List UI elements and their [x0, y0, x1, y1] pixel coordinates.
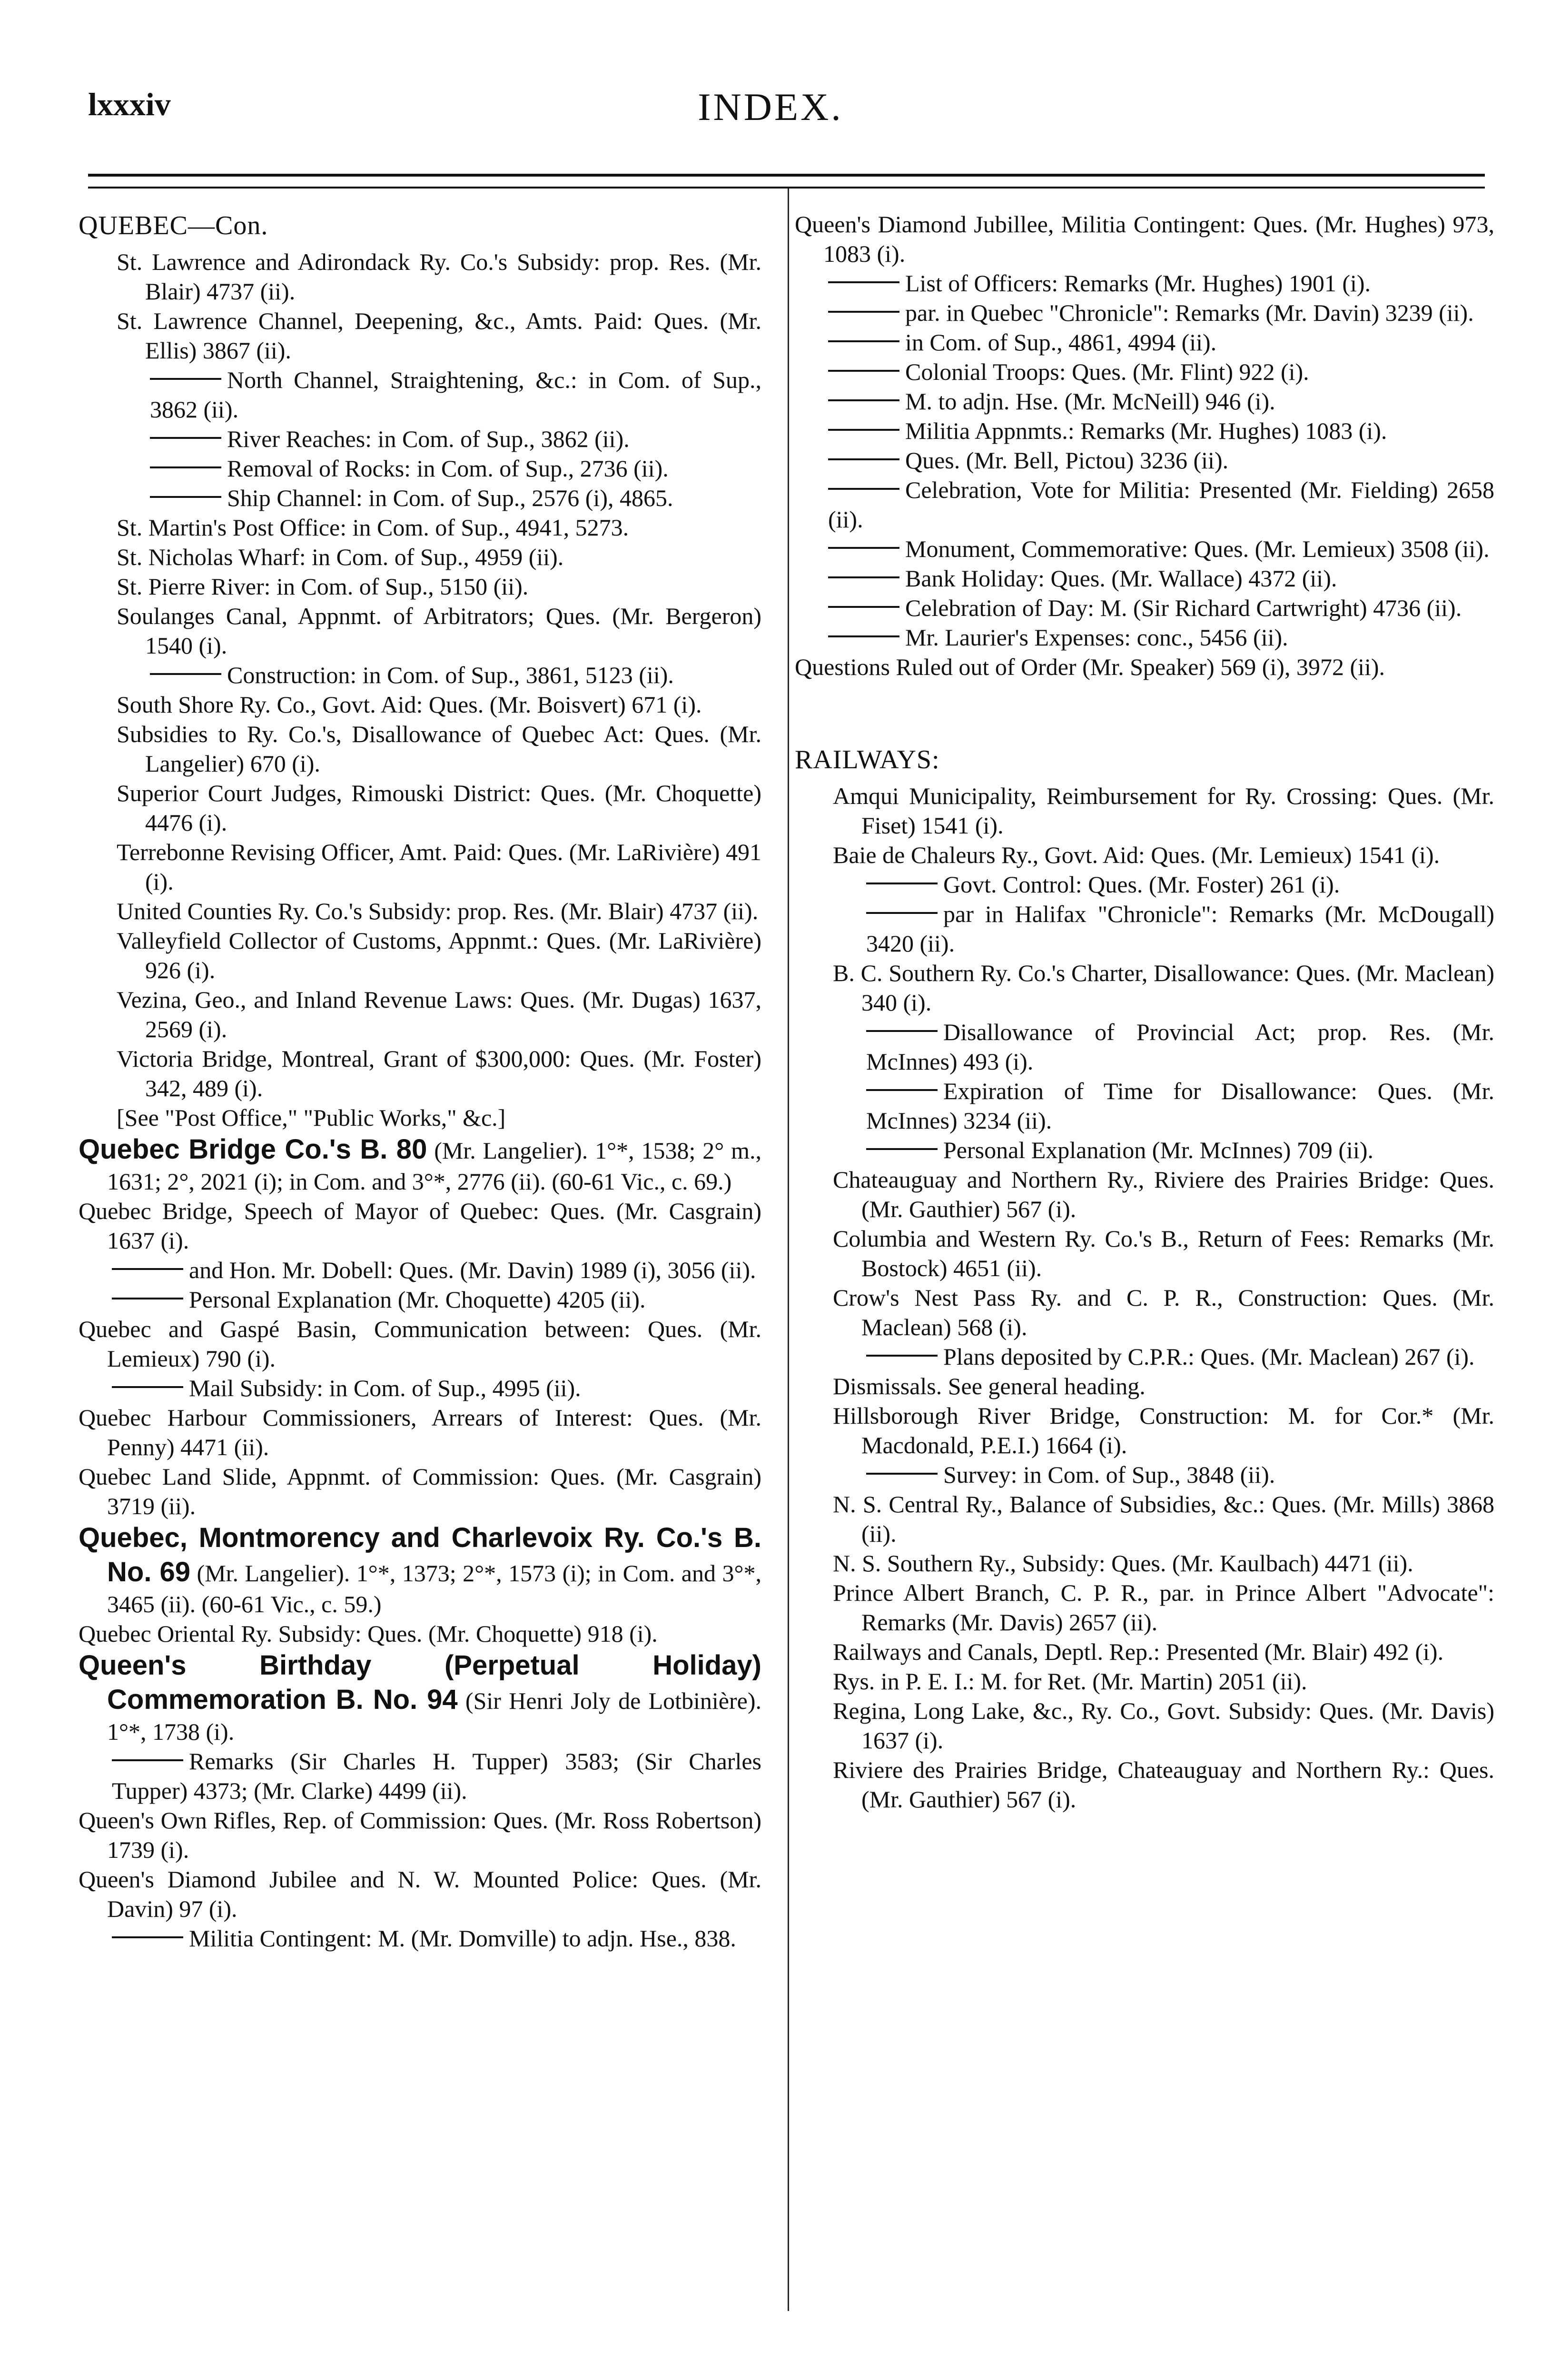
entry-text: in Com. of Sup., 4861, 4994 (ii). — [905, 329, 1217, 356]
continuation-dash — [150, 673, 221, 675]
index-entry — [795, 870, 1494, 899]
entry-text: Terrebonne Revising Officer, Amt. Paid: Ques. (Mr. LaRivière) 491 (i). — [117, 839, 761, 895]
entry-text: Crow's Nest Pass Ry. and C. P. R., Construction: Ques. (Mr. Maclean) 568 (i). — [833, 1284, 1494, 1341]
index-entry — [795, 593, 1494, 623]
section-heading-quebec: QUEBEC—Con. — [79, 211, 268, 240]
entry-text: M. to adjn. Hse. (Mr. McNeill) 946 (i). — [905, 388, 1275, 415]
index-entry — [79, 1132, 761, 1196]
right-entry-list — [795, 209, 1494, 682]
continuation-dash — [150, 496, 221, 498]
index-entry — [79, 601, 761, 660]
entry-text: Questions Ruled out of Order (Mr. Speaker) 569 (i), 3972 (ii). — [795, 654, 1385, 680]
index-entry — [795, 534, 1494, 564]
index-entry — [795, 1755, 1494, 1814]
left-entry-list — [79, 247, 761, 1953]
entry-text: Baie de Chaleurs Ry., Govt. Aid: Ques. (Mr. Lemieux) 1541 (i). — [833, 842, 1440, 869]
bill-title: Quebec Bridge Co.'s B. 80 — [79, 1134, 427, 1165]
section-heading-railways: RAILWAYS: — [795, 745, 940, 774]
index-entry — [795, 327, 1494, 357]
entry-text: Queen's Diamond Jubillee, Militia Contingent: Ques. (Mr. Hughes) 973, 1083 (i). — [795, 211, 1494, 267]
index-entry — [79, 1255, 761, 1285]
index-entry — [795, 387, 1494, 416]
continuation-dash — [112, 1268, 183, 1270]
entry-text: Subsidies to Ry. Co.'s, Disallowance of Quebec Act: Ques. (Mr. Langelier) 670 (i). — [117, 721, 761, 777]
entry-text: Valleyfield Collector of Customs, Appnmt.: Ques. (Mr. LaRivière) 926 (i). — [117, 927, 761, 984]
entry-text: and Hon. Mr. Dobell: Ques. (Mr. Davin) 1989 (i), 3056 (ii). — [189, 1257, 756, 1284]
continuation-dash — [828, 606, 899, 608]
continuation-dash — [150, 437, 221, 439]
index-entry — [79, 690, 761, 719]
index-entry — [795, 298, 1494, 327]
continuation-dash — [866, 1089, 938, 1091]
entry-text: Militia Appnmts.: Remarks (Mr. Hughes) 1083 (i). — [905, 417, 1387, 444]
entry-text: Colonial Troops: Ques. (Mr. Flint) 922 (i). — [905, 358, 1309, 385]
continuation-dash — [828, 340, 899, 342]
entry-text: Queen's Own Rifles, Rep. of Commission: Ques. (Mr. Ross Robertson) 1739 (i). — [79, 1806, 761, 1863]
entry-text: (Mr. Langelier). 1°*, 1538; 2° m., 1631; 2°, 2021 (i); in Com. and 3°*, 2776 (ii). (60-61 Vic., c. 69.) — [107, 1137, 761, 1195]
entry-text: Hillsborough River Bridge, Construction: M. for Cor.* (Mr. Macdonald, P.E.I.) 1664 (i). — [833, 1402, 1494, 1459]
entry-text: par. in Quebec "Chronicle": Remarks (Mr. Davin) 3239 (ii). — [905, 299, 1474, 326]
continuation-dash — [828, 458, 899, 460]
entry-text: River Reaches: in Com. of Sup., 3862 (ii). — [227, 426, 630, 453]
column-divider — [788, 188, 789, 2311]
index-entry — [79, 483, 761, 513]
page-title: INDEX. — [698, 85, 843, 129]
index-entry — [795, 357, 1494, 387]
index-entry — [795, 1342, 1494, 1371]
entry-text: Mr. Laurier's Expenses: conc., 5456 (ii). — [905, 624, 1288, 651]
index-entry — [795, 958, 1494, 1017]
index-entry — [79, 454, 761, 483]
entry-text: Columbia and Western Ry. Co.'s B., Return of Fees: Remarks (Mr. Bostock) 4651 (ii). — [833, 1225, 1494, 1282]
entry-text: Militia Contingent: M. (Mr. Domville) to adjn. Hse., 838. — [189, 1924, 736, 1952]
continuation-dash — [866, 1473, 938, 1475]
index-entry — [79, 1864, 761, 1924]
entry-text: Remarks (Sir Charles H. Tupper) 3583; (Sir Charles Tupper) 4373; (Mr. Clarke) 4499 (ii). — [112, 1747, 761, 1804]
index-entry — [795, 1548, 1494, 1578]
entry-text: South Shore Ry. Co., Govt. Aid: Ques. (Mr. Boisvert) 671 (i). — [117, 691, 702, 718]
entry-text: (Sir Henri Joly de Lotbinière). 1°*, 1738 (i). — [107, 1687, 761, 1745]
entry-text: Bank Holiday: Ques. (Mr. Wallace) 4372 (ii). — [905, 565, 1337, 592]
left-column — [79, 209, 761, 1953]
entry-text: North Channel, Straightening, &c.: in Com. of Sup., 3862 (ii). — [150, 367, 761, 423]
index-entry — [79, 778, 761, 837]
entry-text: Celebration, Vote for Militia: Presented (Mr. Fielding) 2658 (ii). — [828, 476, 1494, 533]
continuation-dash — [828, 311, 899, 313]
right-column — [795, 209, 1494, 1814]
index-entry — [79, 247, 761, 306]
index-entry — [795, 1489, 1494, 1548]
index-entry — [79, 719, 761, 778]
entry-text: Personal Explanation (Mr. McInnes) 709 (ii). — [943, 1137, 1373, 1164]
index-entry — [795, 446, 1494, 475]
entry-text: St. Lawrence and Adirondack Ry. Co.'s Subsidy: prop. Res. (Mr. Blair) 4737 (ii). — [117, 248, 761, 305]
index-entry — [79, 1373, 761, 1403]
entry-text: Survey: in Com. of Sup., 3848 (ii). — [943, 1461, 1275, 1488]
index-entry — [795, 475, 1494, 534]
index-entry — [79, 1196, 761, 1255]
entry-text: Rys. in P. E. I.: M. for Ret. (Mr. Martin) 2051 (ii). — [833, 1668, 1307, 1695]
continuation-dash — [112, 1936, 183, 1938]
index-entry — [795, 1401, 1494, 1460]
entry-text: Quebec Oriental Ry. Subsidy: Ques. (Mr. Choquette) 918 (i). — [79, 1620, 658, 1647]
entry-text: Construction: in Com. of Sup., 3861, 5123 (ii). — [227, 662, 674, 689]
continuation-dash — [828, 547, 899, 549]
continuation-dash — [866, 912, 938, 914]
index-entry — [795, 652, 1494, 682]
index-entry — [79, 572, 761, 601]
index-entry — [795, 1165, 1494, 1224]
index-entry — [795, 1076, 1494, 1135]
entry-text: Riviere des Prairies Bridge, Chateauguay and Northern Ry.: Ques. (Mr. Gauthier) 567 (i). — [833, 1756, 1494, 1813]
index-entry — [79, 1521, 761, 1619]
entry-text: Removal of Rocks: in Com. of Sup., 2736 (ii). — [227, 455, 669, 482]
entry-text: Queen's Diamond Jubilee and N. W. Mounted Police: Ques. (Mr. Davin) 97 (i). — [79, 1865, 761, 1922]
entry-text: St. Nicholas Wharf: in Com. of Sup., 4959 (ii). — [117, 544, 564, 571]
entry-text: Quebec Land Slide, Appnmt. of Commission: Ques. (Mr. Casgrain) 3719 (ii). — [79, 1463, 761, 1520]
entry-text: par in Halifax "Chronicle": Remarks (Mr. McDougall) 3420 (ii). — [866, 901, 1494, 957]
continuation-dash — [828, 429, 899, 431]
index-entry — [79, 985, 761, 1044]
index-entry — [79, 837, 761, 896]
index-entry — [79, 513, 761, 542]
railways-entry-list — [795, 781, 1494, 1814]
index-entry — [79, 1924, 761, 1953]
continuation-dash — [112, 1298, 183, 1299]
index-entry — [79, 1462, 761, 1521]
index-entry — [79, 1403, 761, 1462]
entry-text: Quebec Harbour Commissioners, Arrears of Interest: Ques. (Mr. Penny) 4471 (ii). — [79, 1404, 761, 1461]
entry-text: St. Lawrence Channel, Deepening, &c., Amts. Paid: Ques. (Mr. Ellis) 3867 (ii). — [117, 307, 761, 364]
index-entry — [79, 896, 761, 926]
entry-text: Ques. (Mr. Bell, Pictou) 3236 (ii). — [905, 447, 1229, 474]
index-entry — [79, 1044, 761, 1103]
index-entry — [79, 424, 761, 454]
entry-text: United Counties Ry. Co.'s Subsidy: prop. Res. (Mr. Blair) 4737 (ii). — [117, 898, 759, 925]
bill-title: Queen's Birthday (Perpetual Holiday) Commemoration B. No. 94 — [79, 1650, 761, 1716]
index-entry — [795, 1637, 1494, 1666]
continuation-dash — [866, 883, 938, 884]
continuation-dash — [866, 1355, 938, 1357]
index-entry — [795, 1371, 1494, 1401]
index-entry — [79, 1805, 761, 1864]
index-entry — [79, 542, 761, 572]
continuation-dash — [150, 378, 221, 380]
entry-text: Ship Channel: in Com. of Sup., 2576 (i), 4865. — [227, 485, 673, 512]
entry-text: Superior Court Judges, Rimouski District: Ques. (Mr. Choquette) 4476 (i). — [117, 780, 761, 836]
entry-text: Vezina, Geo., and Inland Revenue Laws: Ques. (Mr. Dugas) 1637, 2569 (i). — [117, 986, 761, 1043]
entry-text: Prince Albert Branch, C. P. R., par. in Prince Albert "Advocate": Remarks (Mr. Davis) 2657 (ii). — [833, 1579, 1494, 1636]
entry-text: Victoria Bridge, Montreal, Grant of $300,000: Ques. (Mr. Foster) 342, 489 (i). — [117, 1045, 761, 1102]
index-entry — [795, 1696, 1494, 1755]
index-entry — [795, 268, 1494, 298]
entry-text: [See "Post Office," "Public Works," &c.] — [117, 1104, 506, 1131]
continuation-dash — [866, 1148, 938, 1150]
index-entry — [79, 1619, 761, 1648]
entry-text: Soulanges Canal, Appnmt. of Arbitrators; Ques. (Mr. Bergeron) 1540 (i). — [117, 603, 761, 659]
index-entry — [795, 899, 1494, 958]
entry-text: Quebec and Gaspé Basin, Communication between: Ques. (Mr. Lemieux) 790 (i). — [79, 1316, 761, 1372]
index-entry — [79, 1103, 761, 1132]
continuation-dash — [828, 281, 899, 283]
continuation-dash — [828, 370, 899, 372]
continuation-dash — [828, 488, 899, 490]
entry-text: Regina, Long Lake, &c., Ry. Co., Govt. Subsidy: Ques. (Mr. Davis) 1637 (i). — [833, 1697, 1494, 1754]
index-entry — [795, 840, 1494, 870]
entry-text: St. Martin's Post Office: in Com. of Sup., 4941, 5273. — [117, 514, 629, 541]
continuation-dash — [828, 399, 899, 401]
continuation-dash — [150, 466, 221, 468]
entry-text: Railways and Canals, Deptl. Rep.: Presented (Mr. Blair) 492 (i). — [833, 1638, 1444, 1666]
index-entry — [79, 306, 761, 365]
bill-title: Quebec, Montmorency and Charlevoix Ry. Co.'s B. No. 69 — [79, 1522, 761, 1588]
entry-text: B. C. Southern Ry. Co.'s Charter, Disallowance: Ques. (Mr. Maclean) 340 (i). — [833, 960, 1494, 1016]
header-rule — [88, 174, 1485, 177]
index-entry — [79, 926, 761, 985]
index-entry — [795, 1666, 1494, 1696]
index-entry — [795, 564, 1494, 593]
entry-text: Expiration of Time for Disallowance: Ques. (Mr. McInnes) 3234 (ii). — [866, 1078, 1494, 1134]
entry-text: Quebec Bridge, Speech of Mayor of Quebec: Ques. (Mr. Casgrain) 1637 (i). — [79, 1198, 761, 1254]
index-entry — [79, 660, 761, 690]
entry-text: N. S. Central Ry., Balance of Subsidies, &c.: Ques. (Mr. Mills) 3868 (ii). — [833, 1491, 1494, 1547]
continuation-dash — [112, 1386, 183, 1388]
index-entry — [795, 1017, 1494, 1076]
index-entry — [795, 623, 1494, 652]
entry-text: Amqui Municipality, Reimbursement for Ry. Crossing: Ques. (Mr. Fiset) 1541 (i). — [833, 783, 1494, 839]
entry-text: Chateauguay and Northern Ry., Riviere des Prairies Bridge: Ques. (Mr. Gauthier) 567 (i). — [833, 1166, 1494, 1223]
index-entry — [795, 1578, 1494, 1637]
index-entry — [795, 1460, 1494, 1489]
entry-text: List of Officers: Remarks (Mr. Hughes) 1901 (i). — [905, 270, 1371, 297]
continuation-dash — [866, 1030, 938, 1032]
index-entry — [79, 1648, 761, 1746]
page-header — [0, 0, 1541, 171]
entry-text: St. Pierre River: in Com. of Sup., 5150 (ii). — [117, 573, 529, 600]
index-entry — [795, 1135, 1494, 1165]
index-entry — [795, 781, 1494, 840]
entry-text: Celebration of Day: M. (Sir Richard Cartwright) 4736 (ii). — [905, 595, 1462, 621]
continuation-dash — [112, 1759, 183, 1761]
entry-text: Monument, Commemorative: Ques. (Mr. Lemieux) 3508 (ii). — [905, 536, 1490, 562]
index-entry — [795, 209, 1494, 268]
entry-text: N. S. Southern Ry., Subsidy: Ques. (Mr. Kaulbach) 4471 (ii). — [833, 1550, 1413, 1577]
entry-text: Mail Subsidy: in Com. of Sup., 4995 (ii). — [189, 1375, 581, 1402]
entry-text: Disallowance of Provincial Act; prop. Res. (Mr. McInnes) 493 (i). — [866, 1019, 1494, 1075]
entry-text: Govt. Control: Ques. (Mr. Foster) 261 (i). — [943, 871, 1340, 898]
continuation-dash — [828, 576, 899, 578]
index-entry — [79, 365, 761, 424]
header-rule-double — [88, 187, 1485, 188]
index-entry — [795, 1283, 1494, 1342]
index-entry — [79, 1285, 761, 1314]
index-entry — [79, 1314, 761, 1373]
entry-text: Personal Explanation (Mr. Choquette) 4205 (ii). — [189, 1286, 646, 1313]
continuation-dash — [828, 635, 899, 637]
entry-text: Plans deposited by C.P.R.: Ques. (Mr. Maclean) 267 (i). — [943, 1343, 1475, 1370]
index-entry — [795, 416, 1494, 446]
entry-text: Dismissals. See general heading. — [833, 1373, 1146, 1400]
index-entry — [79, 1746, 761, 1805]
index-entry — [795, 1224, 1494, 1283]
entry-text: (Mr. Langelier). 1°*, 1373; 2°*, 1573 (i); in Com. and 3°*, 3465 (ii). (60-61 Vic., c. 59.) — [107, 1560, 761, 1618]
page-number: lxxxiv — [88, 86, 171, 122]
